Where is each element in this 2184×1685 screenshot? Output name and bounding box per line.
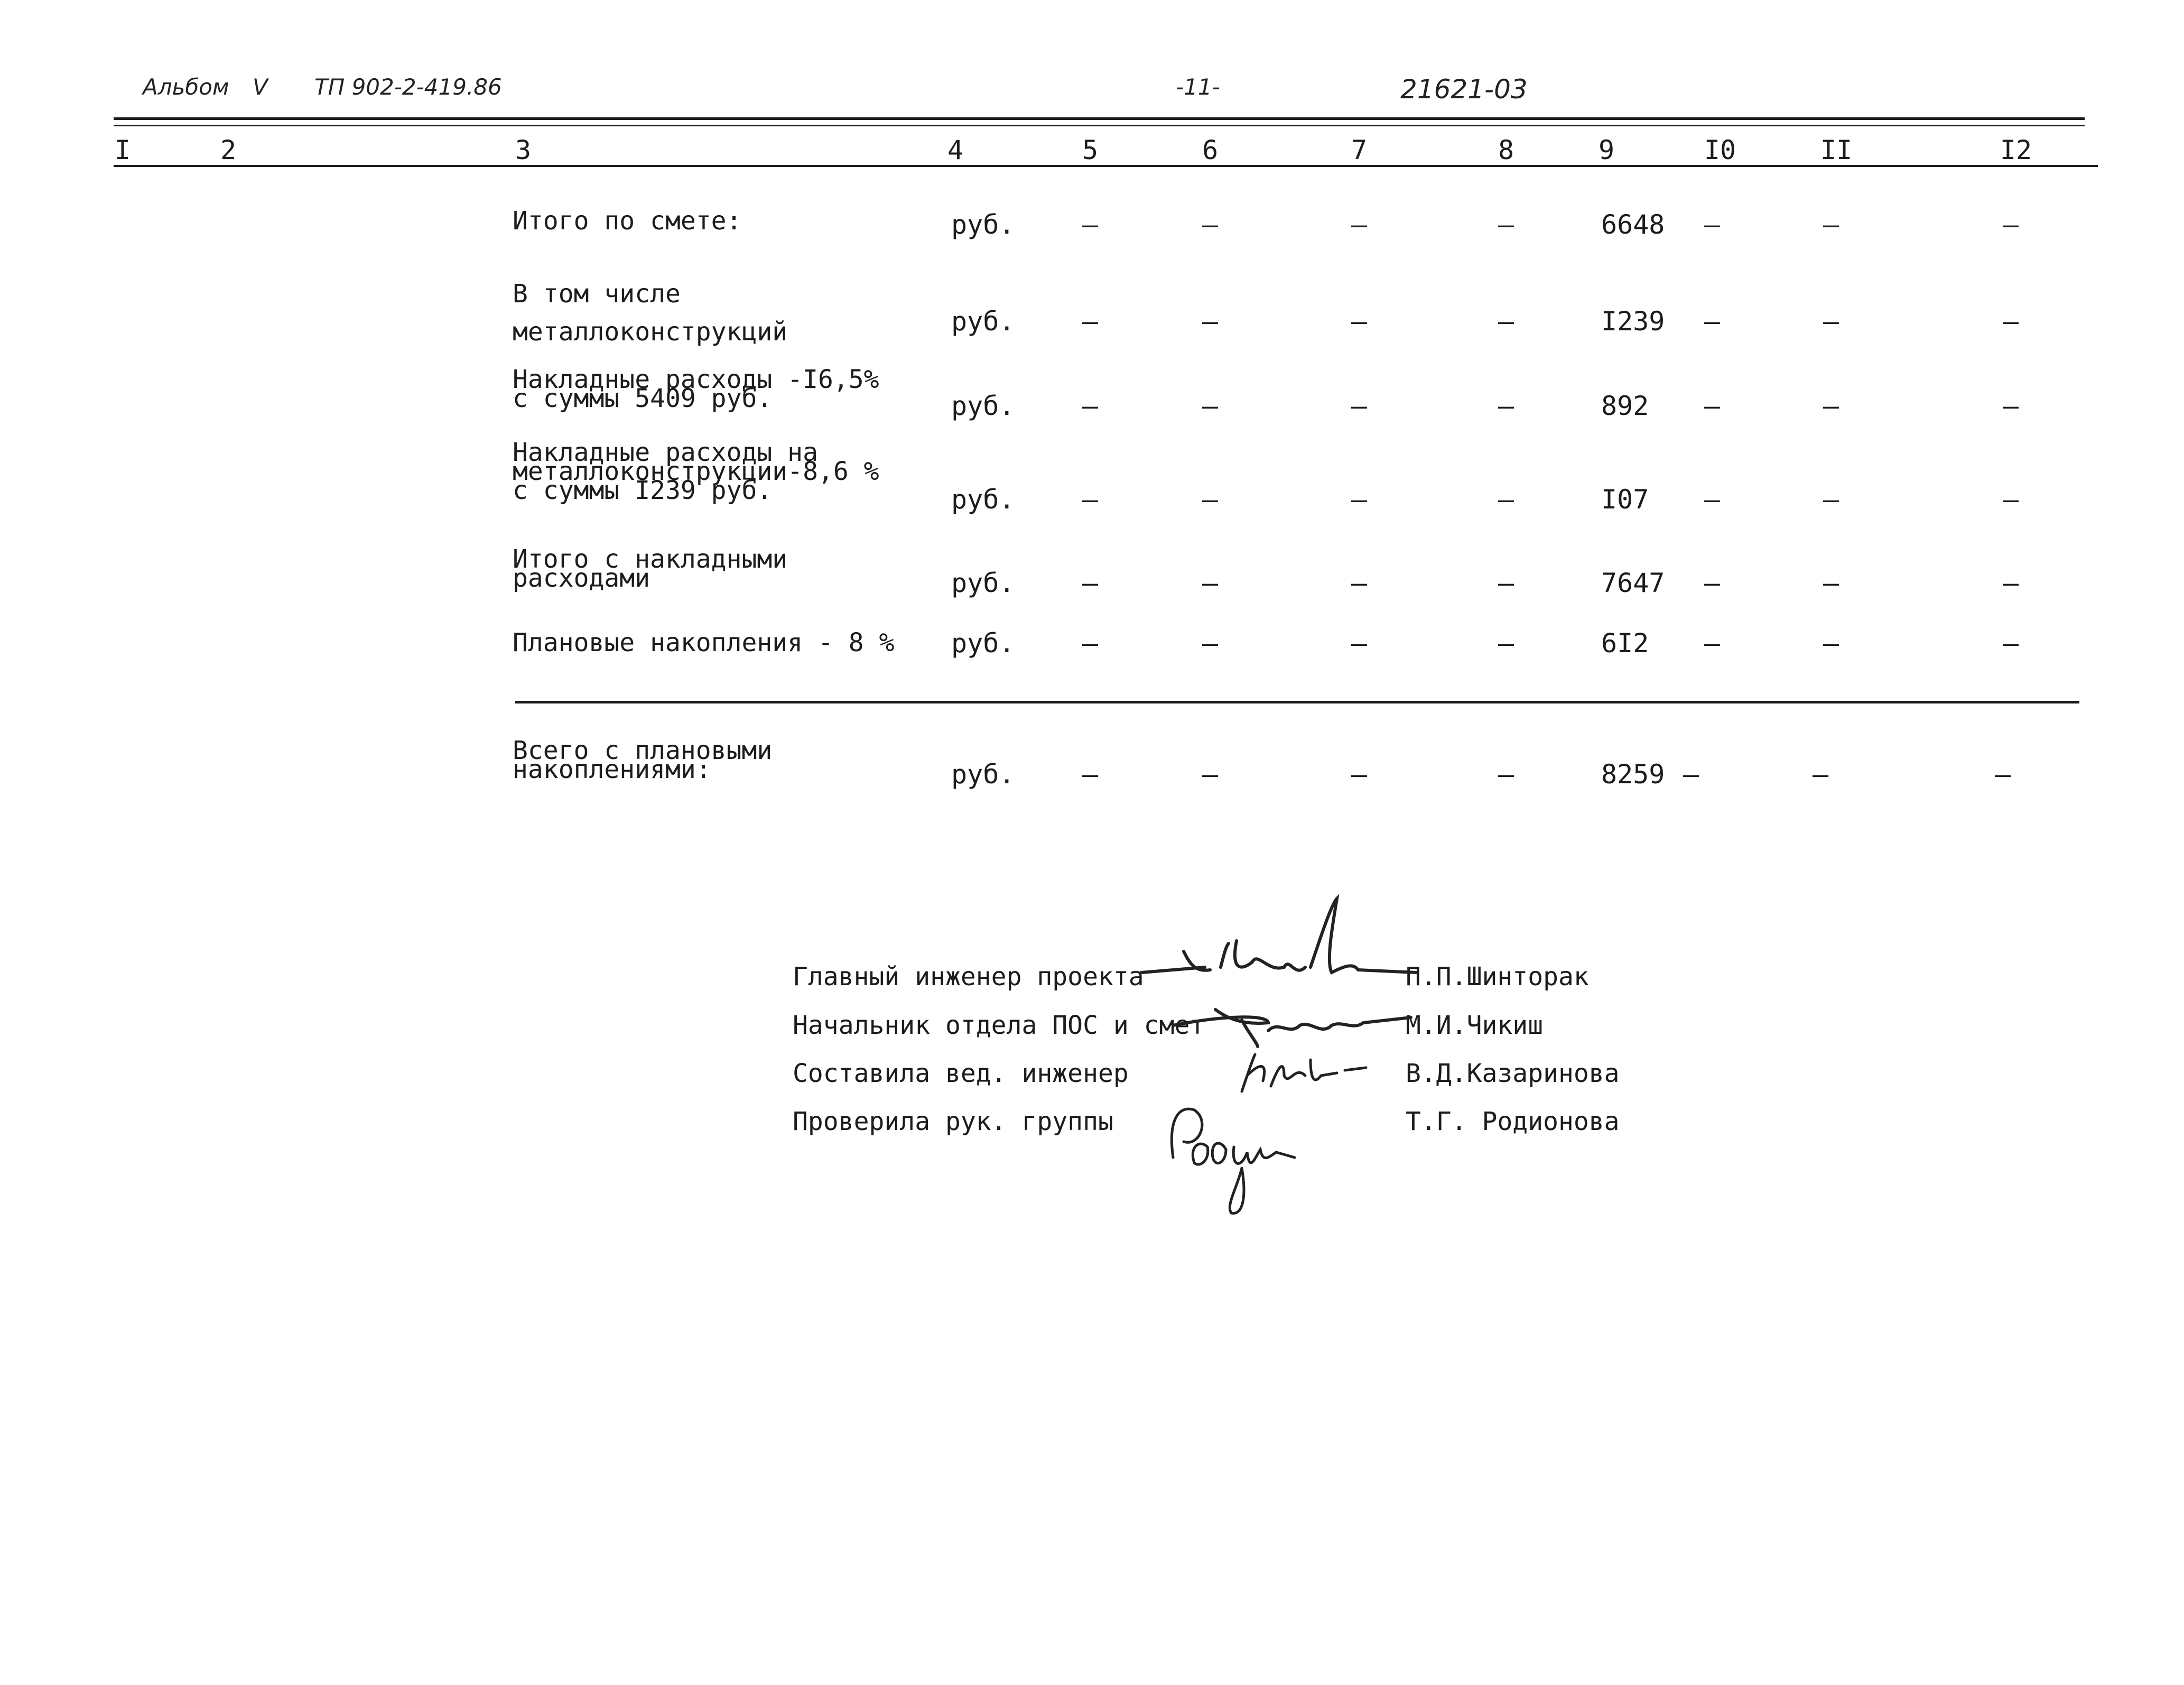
signature-name-compiled-by: В.Д.Казаринова bbox=[1406, 1059, 1620, 1088]
cell-amount: 6I2 bbox=[1601, 628, 1649, 659]
row-label-overhead-metal: Накладные расходы на металлоконструкции-8,6 % с суммы I239 руб. bbox=[513, 438, 879, 505]
column-number-1: I bbox=[114, 135, 131, 165]
column-number-8: 8 bbox=[1498, 135, 1514, 165]
cell-col5: – bbox=[1082, 628, 1099, 659]
row-label-overhead: Накладные расходы -I6,5% с суммы 5409 руб. bbox=[513, 365, 879, 413]
cell-col10: – bbox=[1704, 209, 1721, 240]
project-code: ТП 902-2-419.86 bbox=[314, 74, 502, 100]
cell-col10: – bbox=[1704, 628, 1721, 659]
row-label-planned-savings: Плановые накопления - 8 % bbox=[513, 628, 895, 658]
cell-col8: – bbox=[1498, 484, 1514, 515]
total-separator-rule bbox=[515, 701, 2079, 703]
cell-col7: – bbox=[1351, 209, 1368, 240]
column-number-12: I2 bbox=[2000, 135, 2032, 165]
cell-col8: – bbox=[1498, 306, 1514, 337]
cell-col6: – bbox=[1202, 628, 1219, 659]
cell-col11: – bbox=[1823, 306, 1839, 337]
cell-col12: – bbox=[2002, 209, 2019, 240]
cell-col7: – bbox=[1351, 759, 1368, 790]
cell-col10: – bbox=[1704, 484, 1721, 515]
cell-col6: – bbox=[1202, 209, 1219, 240]
cell-amount: 8259 bbox=[1601, 759, 1665, 790]
cell-col8: – bbox=[1498, 568, 1514, 598]
cell-col12: – bbox=[2002, 306, 2019, 337]
cell-col5: – bbox=[1082, 209, 1099, 240]
signature-title-checked-by: Проверила рук. группы bbox=[793, 1107, 1113, 1136]
row-label-including-metal: В том числе металлоконструкций bbox=[513, 279, 788, 347]
cell-col8: – bbox=[1498, 628, 1514, 659]
cell-amount: 892 bbox=[1601, 391, 1649, 421]
cell-col12: – bbox=[2002, 628, 2019, 659]
cell-col8: – bbox=[1498, 391, 1514, 421]
cell-col7: – bbox=[1351, 568, 1368, 598]
column-number-5: 5 bbox=[1082, 135, 1099, 165]
cell-col6: – bbox=[1202, 759, 1219, 790]
row-label-total-with-overhead: Итого с накладными расходами bbox=[513, 544, 788, 593]
cell-col12: – bbox=[1994, 759, 2011, 790]
cell-col5: – bbox=[1082, 391, 1099, 421]
cell-col11: – bbox=[1823, 391, 1839, 421]
column-number-3: 3 bbox=[515, 135, 532, 165]
column-number-9: 9 bbox=[1598, 135, 1615, 165]
column-numbers-underline bbox=[114, 165, 2098, 167]
row-unit: руб. bbox=[951, 209, 1015, 240]
cell-col11: – bbox=[1823, 484, 1839, 515]
row-unit: руб. bbox=[951, 628, 1015, 659]
cell-col10: – bbox=[1704, 568, 1721, 598]
cell-col6: – bbox=[1202, 391, 1219, 421]
handwritten-signature-chief-engineer bbox=[1131, 893, 1427, 988]
cell-col6: – bbox=[1202, 484, 1219, 515]
cell-amount: 7647 bbox=[1601, 568, 1665, 598]
column-number-11: II bbox=[1820, 135, 1853, 165]
row-unit: руб. bbox=[951, 484, 1015, 515]
cell-amount: I07 bbox=[1601, 484, 1649, 515]
header-second-rule bbox=[114, 125, 2085, 126]
cell-col11: – bbox=[1823, 209, 1839, 240]
header-top-rule bbox=[114, 117, 2085, 120]
cell-amount: 6648 bbox=[1601, 209, 1665, 240]
row-unit: руб. bbox=[951, 568, 1015, 598]
column-number-10: I0 bbox=[1704, 135, 1736, 165]
column-number-4: 4 bbox=[947, 135, 964, 165]
cell-col7: – bbox=[1351, 391, 1368, 421]
cell-col7: – bbox=[1351, 628, 1368, 659]
document-number: 21621-03 bbox=[1400, 74, 1528, 105]
signature-name-checked-by: Т.Г. Родионова bbox=[1406, 1107, 1620, 1136]
signature-title-chief-engineer: Главный инженер проекта bbox=[793, 962, 1144, 992]
handwritten-signature-checked-by bbox=[1163, 1089, 1311, 1221]
signature-name-department-head: М.И.Чикиш bbox=[1406, 1011, 1544, 1040]
row-unit: руб. bbox=[951, 391, 1015, 421]
cell-col11: – bbox=[1823, 628, 1839, 659]
cell-col12: – bbox=[2002, 568, 2019, 598]
cell-col12: – bbox=[2002, 391, 2019, 421]
row-unit: руб. bbox=[951, 306, 1015, 337]
column-number-6: 6 bbox=[1202, 135, 1219, 165]
cell-col8: – bbox=[1498, 759, 1514, 790]
cell-col12: – bbox=[2002, 484, 2019, 515]
cell-col11: – bbox=[1823, 568, 1839, 598]
cell-col10: – bbox=[1704, 306, 1721, 337]
cell-col5: – bbox=[1082, 306, 1099, 337]
column-number-2: 2 bbox=[220, 135, 237, 165]
album-number: V bbox=[253, 74, 268, 100]
cell-col6: – bbox=[1202, 568, 1219, 598]
column-number-7: 7 bbox=[1351, 135, 1368, 165]
album-label: Альбом bbox=[143, 74, 229, 100]
row-unit: руб. bbox=[951, 759, 1015, 790]
signature-title-department-head: Начальник отдела ПОС и смет bbox=[793, 1011, 1205, 1040]
cell-col10: – bbox=[1704, 391, 1721, 421]
cell-col5: – bbox=[1082, 484, 1099, 515]
signature-name-chief-engineer: П.П.Шинторак bbox=[1406, 962, 1589, 992]
signature-title-compiled-by: Составила вед. инженер bbox=[793, 1059, 1129, 1088]
row-label-grand-total: Всего с плановыми накоплениями: bbox=[513, 736, 773, 784]
cell-amount: I239 bbox=[1601, 306, 1665, 337]
cell-col10: – bbox=[1683, 759, 1699, 790]
cell-col5: – bbox=[1082, 568, 1099, 598]
cell-col6: – bbox=[1202, 306, 1219, 337]
page-number: -11- bbox=[1176, 74, 1220, 100]
cell-col8: – bbox=[1498, 209, 1514, 240]
cell-col7: – bbox=[1351, 484, 1368, 515]
cell-col7: – bbox=[1351, 306, 1368, 337]
row-label-total-estimate: Итого по смете: bbox=[513, 206, 742, 236]
handwritten-signature-department-head bbox=[1163, 994, 1416, 1052]
cell-col5: – bbox=[1082, 759, 1099, 790]
cell-col11: – bbox=[1812, 759, 1829, 790]
